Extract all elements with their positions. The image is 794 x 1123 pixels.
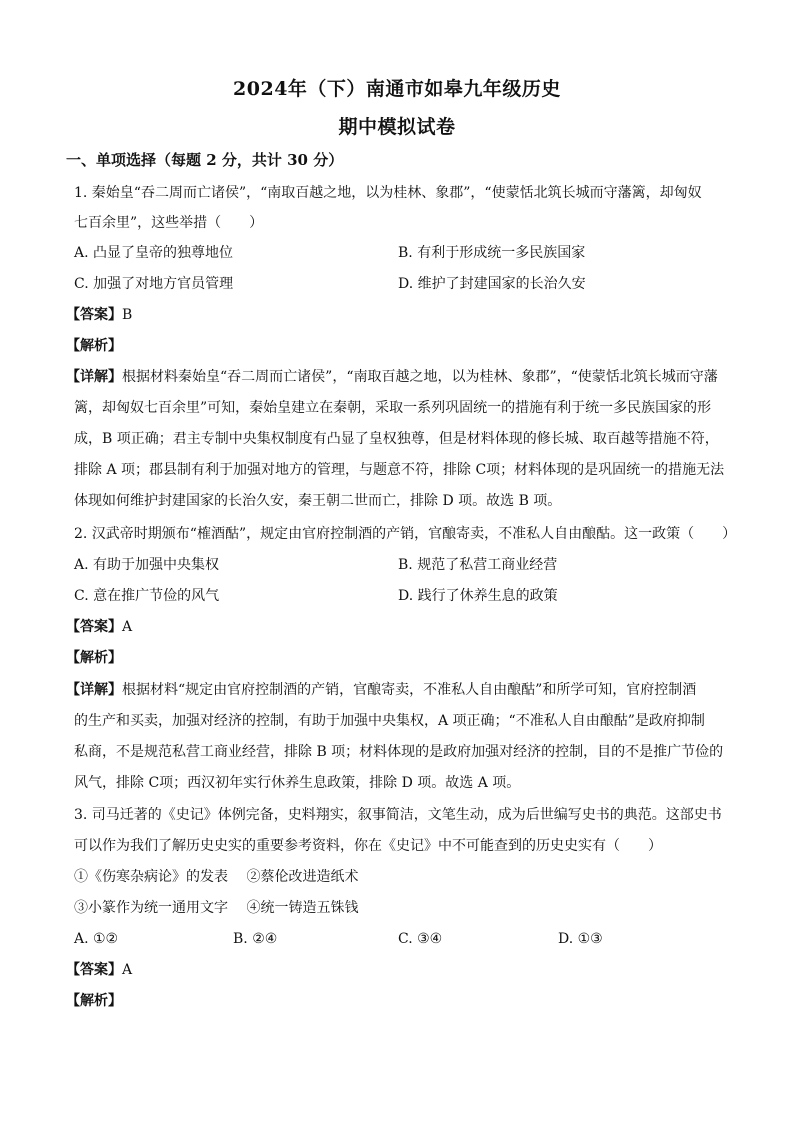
section-heading: 一、单项选择（每题 2 分，共计 30 分） xyxy=(66,151,344,169)
question-2-detail-line-2: 的生产和买卖，加强对经济的控制，有助于加强中央集权，A 项正确；“不准私人自由酿酤”是政府抑制 xyxy=(74,713,705,729)
question-2-option-a: A. 有助于加强中央集权 xyxy=(74,557,220,573)
question-3-analysis-tag: 【解析】 xyxy=(66,993,122,1009)
question-1-option-a: A. 凸显了皇帝的独尊地位 xyxy=(74,245,234,261)
question-3-option-a: A. ①② xyxy=(74,931,119,947)
answer-value: B xyxy=(122,307,133,323)
answer-tag: 【答案】 xyxy=(66,619,122,635)
answer-value: A xyxy=(122,619,133,635)
question-1-option-c: C. 加强了对地方官员管理 xyxy=(74,276,234,292)
detail-text: 根据材料“规定由官府控制酒的产销，官酿寄卖，不准私人自由酿酤”和所学可知，官府控制酒 xyxy=(122,682,697,698)
question-1-stem-line-1: 1. 秦始皇“吞二周而亡诸侯”，“南取百越之地，以为桂林、象郡”，“使蒙恬北筑长城而守藩篱，却匈奴 xyxy=(74,185,702,201)
question-1-detail-line-2: 篱，却匈奴七百余里”可知，秦始皇建立在秦朝，采取一系列巩固统一的措施有利于统一多民族国家的形 xyxy=(74,400,712,416)
question-1-option-b: B. 有利于形成统一多民族国家 xyxy=(398,245,586,261)
document-subtitle: 期中模拟试卷 xyxy=(338,116,456,138)
question-2-stem-line-1: 2. 汉武帝时期颁布“榷酒酤”，规定由官府控制酒的产销，官酿寄卖，不准私人自由酿酤。这一政策（ ） xyxy=(74,526,737,542)
question-3-stem-line-2: 可以作为我们了解历史史实的重要参考资料，你在《史记》中不可能查到的历史史实有（ ） xyxy=(74,838,662,854)
question-3-option-b: B. ②④ xyxy=(233,931,278,947)
question-3-stem-line-3: ①《伤寒杂病论》的发表 ②蔡伦改进造纸术 xyxy=(74,869,359,885)
question-1-detail-line-3: 成，B 项正确；君主专制中央集权制度有凸显了皇权独尊，但是材料体现的修长城、取百越等措施不符， xyxy=(74,431,719,447)
answer-tag: 【答案】 xyxy=(66,307,122,323)
question-3-answer xyxy=(66,960,721,980)
document-title: 2024年（下）南通市如皋九年级历史 xyxy=(233,78,561,100)
detail-text: 根据材料秦始皇“吞二周而亡诸侯”，“南取百越之地，以为桂林、象郡”，“使蒙恬北筑长城而守藩 xyxy=(122,369,718,385)
question-3-option-c: C. ③④ xyxy=(398,931,443,947)
question-1-stem-line-2: 七百余里”，这些举措（ ） xyxy=(74,215,264,231)
question-2-option-c: C. 意在推广节俭的风气 xyxy=(74,588,220,604)
question-3-stem-line-1: 3. 司马迁著的《史记》体例完备，史料翔实，叙事简洁，文笔生动，成为后世编写史书的典范。这部史书 xyxy=(74,807,722,823)
question-2-option-d: D. 践行了休养生息的政策 xyxy=(398,588,558,604)
question-1-detail-line-4: 排除 A 项；郡县制有利于加强对地方的管理，与题意不符，排除 C项；材料体现的是巩固统一的措施无法 xyxy=(74,462,725,478)
answer-tag: 【答案】 xyxy=(66,962,122,978)
question-1-analysis-tag: 【解析】 xyxy=(66,338,122,354)
question-2-detail-line-3: 私商，不是规范私营工商业经营，排除 B 项；材料体现的是政府加强对经济的控制，目的不是推广节俭的 xyxy=(74,744,724,760)
question-2-detail-line-1 xyxy=(66,680,721,700)
question-1-option-d: D. 维护了封建国家的长治久安 xyxy=(398,276,586,292)
detail-tag: 【详解】 xyxy=(66,682,122,698)
question-3-stem-line-4: ③小篆作为统一通用文字 ④统一铸造五铢钱 xyxy=(74,900,359,916)
question-2-answer xyxy=(66,617,721,637)
question-2-detail-line-4: 风气，排除 C项；西汉初年实行休养生息政策，排除 D 项。故选 A 项。 xyxy=(74,775,521,791)
answer-value: A xyxy=(122,962,133,978)
question-3-option-d: D. ①③ xyxy=(558,931,603,947)
question-1-detail-line-1 xyxy=(66,367,721,387)
question-1-answer xyxy=(66,305,721,325)
question-2-option-b: B. 规范了私营工商业经营 xyxy=(398,557,558,573)
detail-tag: 【详解】 xyxy=(66,369,122,385)
question-1-detail-line-5: 体现如何维护封建国家的长治久安，秦王朝二世而亡，排除 D 项。故选 B 项。 xyxy=(74,493,562,509)
question-2-analysis-tag: 【解析】 xyxy=(66,650,122,666)
